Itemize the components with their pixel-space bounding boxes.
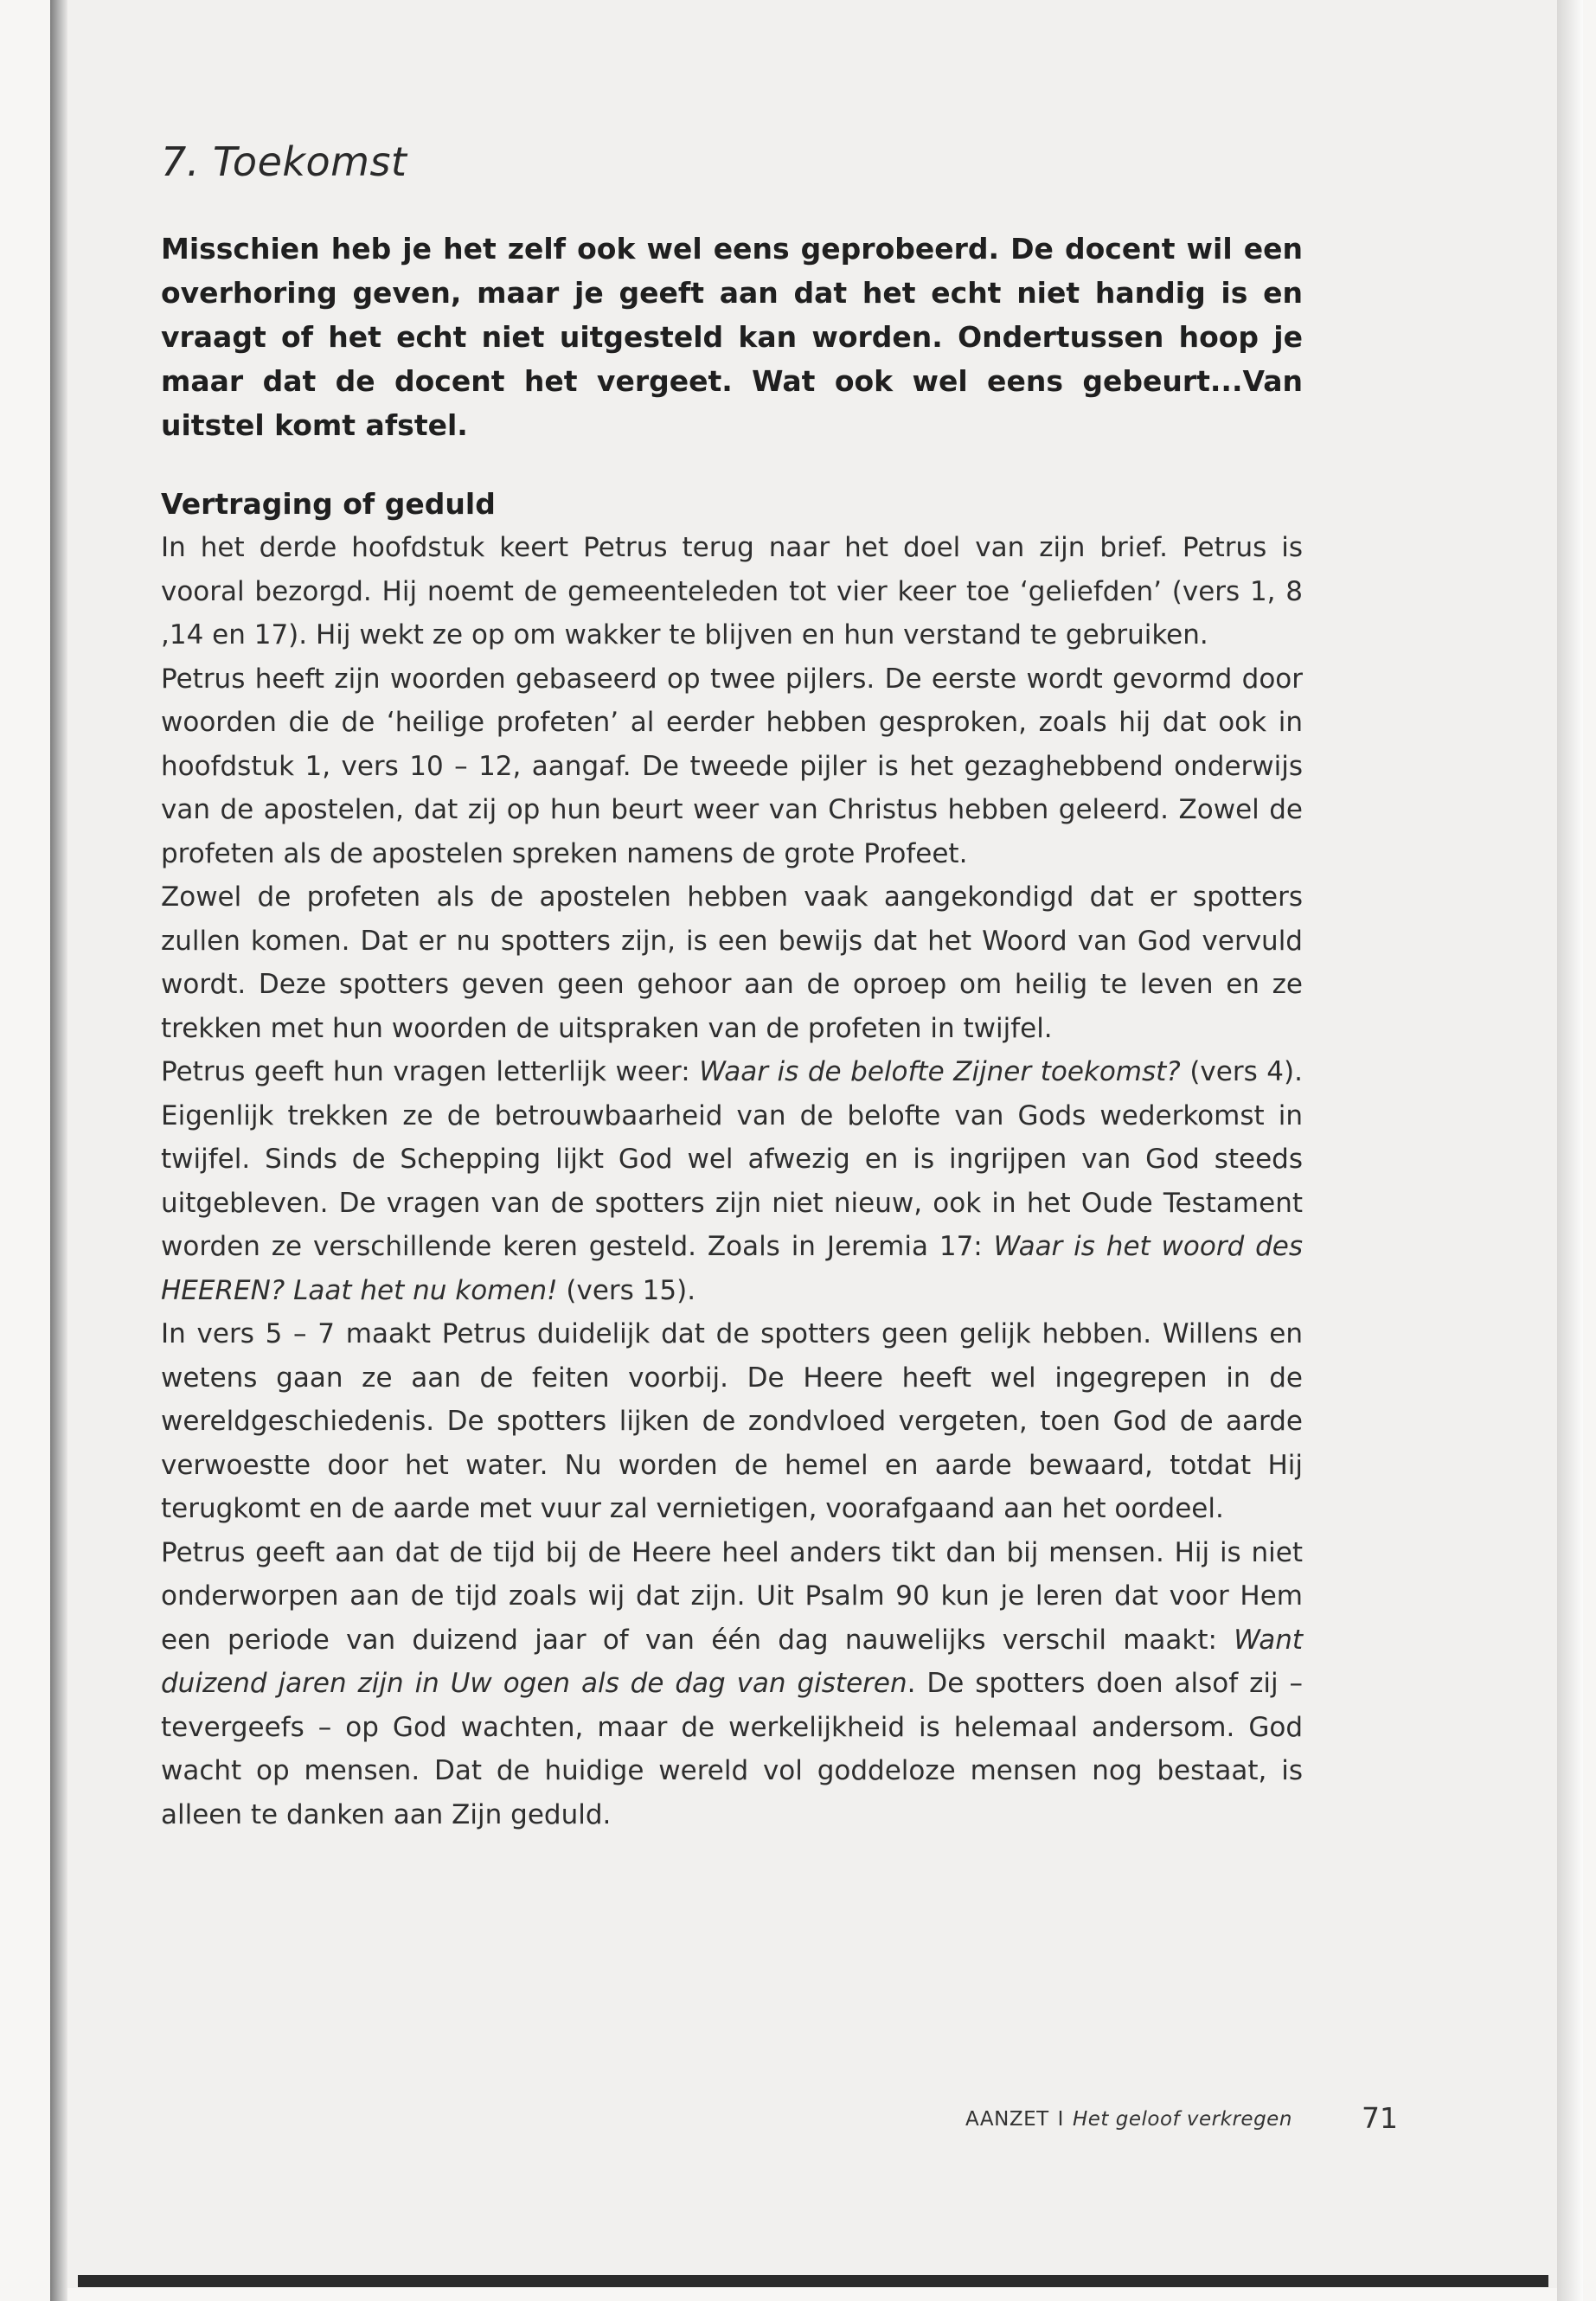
paragraph-5: In vers 5 – 7 maakt Petrus duidelijk dat de spotters geen gelijk hebben. Willens en wetens gaan ze aan de feiten voorbij. De Heere heeft wel ingegrepen in de wereldgeschiedenis. De spotters lijken de zondvloed vergeten, toen God de aarde verwoestte door het water. Nu worden de hemel en aarde bewaard, totdat Hij terugkomt en de aarde met vuur zal vernietigen, voorafgaand aan het oordeel.: [161, 1318, 1303, 1524]
paragraph-3: Zowel de profeten als de apostelen hebben vaak aangekondigd dat er spotters zullen komen. Dat er nu spotters zijn, is een bewijs dat het Woord van God vervuld wordt. Deze spotters geven geen gehoor aan de oproep om heilig te leven en ze trekken met hun woorden de uitspraken van de profeten in twijfel.: [161, 881, 1303, 1044]
paragraph-6: [161, 1531, 1303, 1837]
paragraph-4-quote: Waar is de belofte Zijner toekomst?: [699, 1056, 1181, 1087]
footer-series: AANZET: [965, 2108, 1049, 2131]
paragraph-6-quote: Want duizend jaren zijn in Uw ogen als de dag van gisteren: [161, 1624, 1303, 1699]
page-bottom-edge: [78, 2275, 1548, 2287]
paragraph-4: [161, 1050, 1303, 1312]
running-footer: [965, 2108, 1292, 2131]
page-content: [161, 138, 1303, 1836]
paragraph-4-quote-2: Waar is het woord des HEEREN? Laat het nu komen!: [161, 1231, 1304, 1306]
paragraph-6-text-b: . De spotters doen alsof zij – tevergeefs – op God wachten, maar de werkelijkheid is helemaal andersom. God wacht op mensen. Dat de huidige wereld vol goddeloze mensen nog bestaat, is alleen te danken aan Zijn geduld.: [161, 1668, 1303, 1830]
book-spine-shadow: [50, 0, 67, 2301]
paragraph-1: In het derde hoofdstuk keert Petrus terug naar het doel van zijn brief. Petrus is vooral bezorgd. Hij noemt de gemeenteleden tot vier keer toe ‘geliefden’ (vers 1, 8 ,14 en 17). Hij wekt ze op om wakker te blijven en hun verstand te gebruiken.: [161, 532, 1303, 651]
footer-book-title: Het geloof verkregen: [1072, 2108, 1292, 2131]
page-number: 71: [1362, 2101, 1398, 2135]
page-right-edge: [1557, 0, 1583, 2301]
paragraph-4-text-c: (vers 15).: [557, 1274, 696, 1306]
chapter-title: 7. Toekomst: [161, 138, 407, 185]
paragraph-4-text-b: (vers 4). Eigenlijk trekken ze de betrouwbaarheid van de belofte van Gods wederkomst in twijfel. Sinds de Schepping lijkt God wel afwezig en is ingrijpen van God steeds uitgebleven. De vragen van de spotters zijn niet nieuw, ook in het Oude Testament worden ze verschillende keren gesteld. Zoals in Jeremia 17:: [161, 1056, 1303, 1262]
section-heading: Vertraging of geduld: [161, 487, 496, 521]
intro-paragraph: Misschien heb je het zelf ook wel eens geprobeerd. De docent wil een overhoring geven, maar je geeft aan dat het echt niet handig is en vraagt of het echt niet uitgesteld kan worden. Ondertussen hoop je maar dat de docent het vergeet. Wat ook wel eens gebeurt...Van uitstel komt afstel.: [161, 232, 1303, 442]
footer-separator: I: [1057, 2108, 1064, 2131]
paragraph-6-text-a: Petrus geeft aan dat de tijd bij de Heere heel anders tikt dan bij mensen. Hij is niet onderworpen aan de tijd zoals wij dat zijn. Uit Psalm 90 kun je leren dat voor Hem een periode van duizend jaar of van één dag nauwelijks verschil maakt:: [161, 1536, 1303, 1656]
paragraph-4-text-a: Petrus geeft hun vragen letterlijk weer:: [161, 1056, 700, 1087]
paragraph-2: Petrus heeft zijn woorden gebaseerd op twee pijlers. De eerste wordt gevormd door woorden die de ‘heilige profeten’ al eerder hebben gesproken, zoals hij dat ook in hoofdstuk 1, vers 10 – 12, aangaf. De tweede pijler is het gezaghebbend onderwijs van de apostelen, dat zij op hun beurt weer van Christus hebben geleerd. Zowel de profeten als de apostelen spreken namens de grote Profeet.: [161, 663, 1303, 869]
